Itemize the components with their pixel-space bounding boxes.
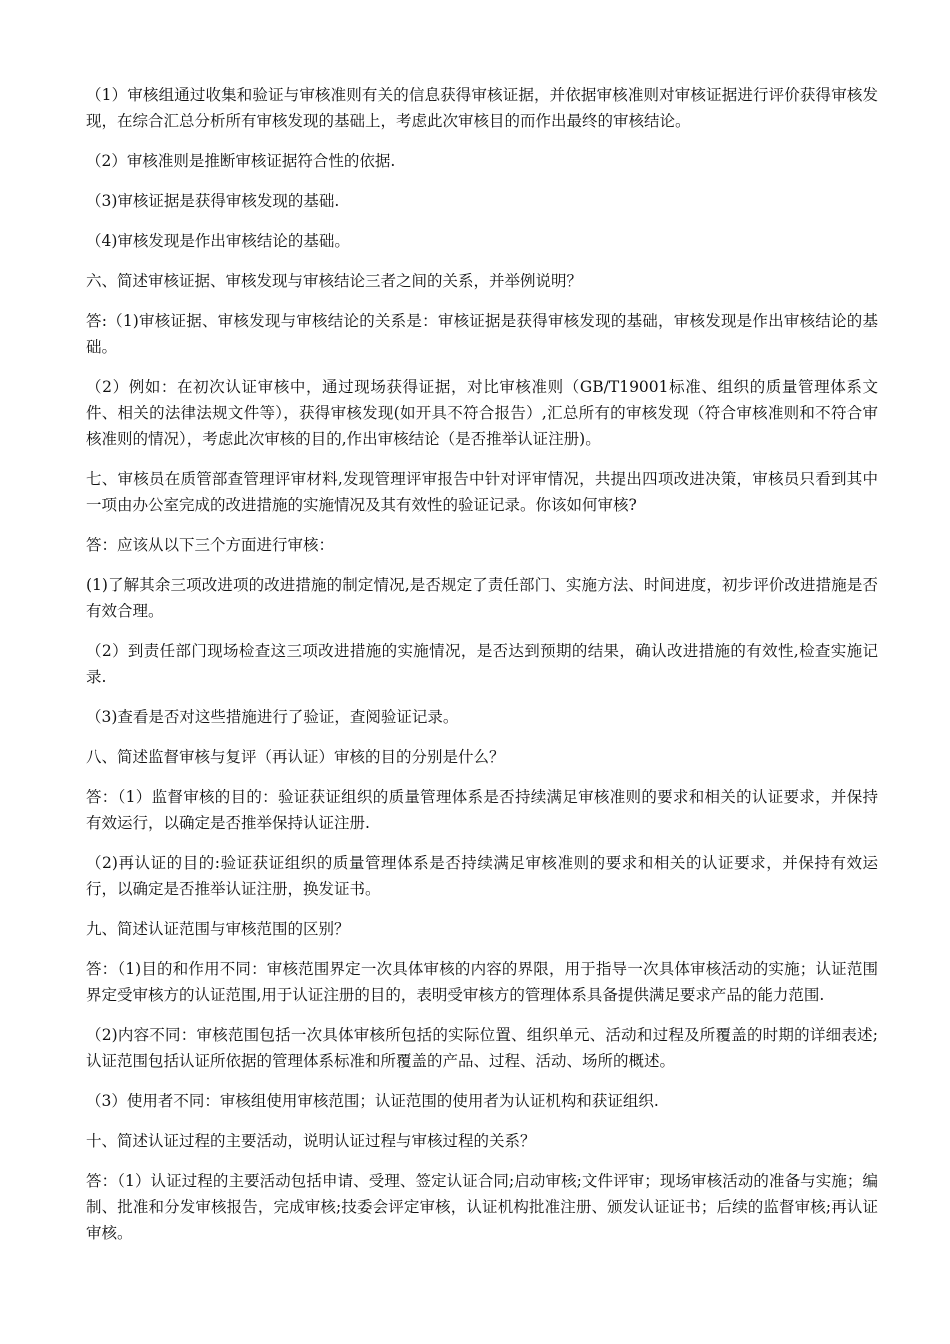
paragraph-1: （1）审核组通过收集和验证与审核准则有关的信息获得审核证据，并依据审核准则对审核证据进行评价获得审核发现，在综合汇总分析所有审核发现的基础上，考虑此次审核目的而作出最终的审核结论。: [86, 86, 878, 130]
answer-8-part-1: 答：（1）监督审核的目的：验证获证组织的质量管理体系是否持续满足审核准则的要求和相关的认证要求，并保持有效运行，以确定是否推举保持认证注册.: [86, 788, 878, 832]
answer-9-part-3: （3）使用者不同：审核组使用审核范围；认证范围的使用者为认证机构和获证组织.: [86, 1092, 659, 1110]
question-10: 十、简述认证过程的主要活动，说明认证过程与审核过程的关系？: [86, 1132, 536, 1150]
answer-7-part-2: （2）到责任部门现场检查这三项改进措施的实施情况，是否达到预期的结果，确认改进措施的有效性,检查实施记录.: [86, 642, 878, 686]
answer-7-intro: 答：应该从以下三个方面进行审核：: [86, 536, 335, 554]
paragraph-3: （3)审核证据是获得审核发现的基础.: [86, 192, 340, 210]
question-7: 七、审核员在质管部查管理评审材料,发现管理评审报告中针对评审情况，共提出四项改进决策，审核员只看到其中一项由办公室完成的改进措施的实施情况及其有效性的验证记录。你该如何审核?: [86, 470, 878, 514]
answer-8-part-2: （2)再认证的目的:验证获证组织的质量管理体系是否持续满足审核准则的要求和相关的认证要求，并保持有效运行，以确定是否推举认证注册，换发证书。: [86, 854, 878, 898]
question-8: 八、简述监督审核与复评（再认证）审核的目的分别是什么？: [86, 748, 505, 766]
answer-6-part-1: 答:（1)审核证据、审核发现与审核结论的关系是：审核证据是获得审核发现的基础，审核发现是作出审核结论的基础。: [86, 312, 878, 356]
paragraph-4: （4)审核发现是作出审核结论的基础。: [86, 232, 350, 250]
question-9: 九、简述认证范围与审核范围的区别？: [86, 920, 350, 938]
paragraph-2: （2）审核准则是推断审核证据符合性的依据.: [86, 152, 396, 170]
question-6: 六、简述审核证据、审核发现与审核结论三者之间的关系，并举例说明？: [86, 272, 583, 290]
answer-9-part-1: 答：（1)目的和作用不同：审核范围界定一次具体审核的内容的界限，用于指导一次具体审核活动的实施；认证范围界定受审核方的认证范围,用于认证注册的目的，表明受审核方的管理体系具备提供满足要求产品的能力范围.: [86, 960, 878, 1004]
answer-7-part-1: (1)了解其余三项改进项的改进措施的制定情况,是否规定了责任部门、实施方法、时间进度，初步评价改进措施是否有效合理。: [86, 576, 878, 620]
document-page: [86, 82, 878, 1260]
answer-6-part-2: （2）例如：在初次认证审核中，通过现场获得证据，对比审核准则（GB/T19001标准、组织的质量管理体系文件、相关的法律法规文件等），获得审核发现(如开具不符合报告）,汇总所有的审核发现（符合审核准则和不符合审核准则的情况），考虑此次审核的目的,作出审核结论（是否推举认证注册)。: [86, 378, 878, 448]
answer-10-part-1: 答：（1）认证过程的主要活动包括申请、受理、签定认证合同;启动审核;文件评审；现场审核活动的准备与实施；编制、批准和分发审核报告，完成审核;技委会评定审核，认证机构批准注册、颁发认证证书；后续的监督审核;再认证审核。: [86, 1172, 878, 1242]
answer-9-part-2: （2)内容不同：审核范围包括一次具体审核所包括的实际位置、组织单元、活动和过程及所覆盖的时期的详细表述;认证范围包括认证所依据的管理体系标准和所覆盖的产品、过程、活动、场所的概述。: [86, 1026, 878, 1070]
answer-7-part-3: （3)查看是否对这些措施进行了验证，查阅验证记录。: [86, 708, 459, 726]
